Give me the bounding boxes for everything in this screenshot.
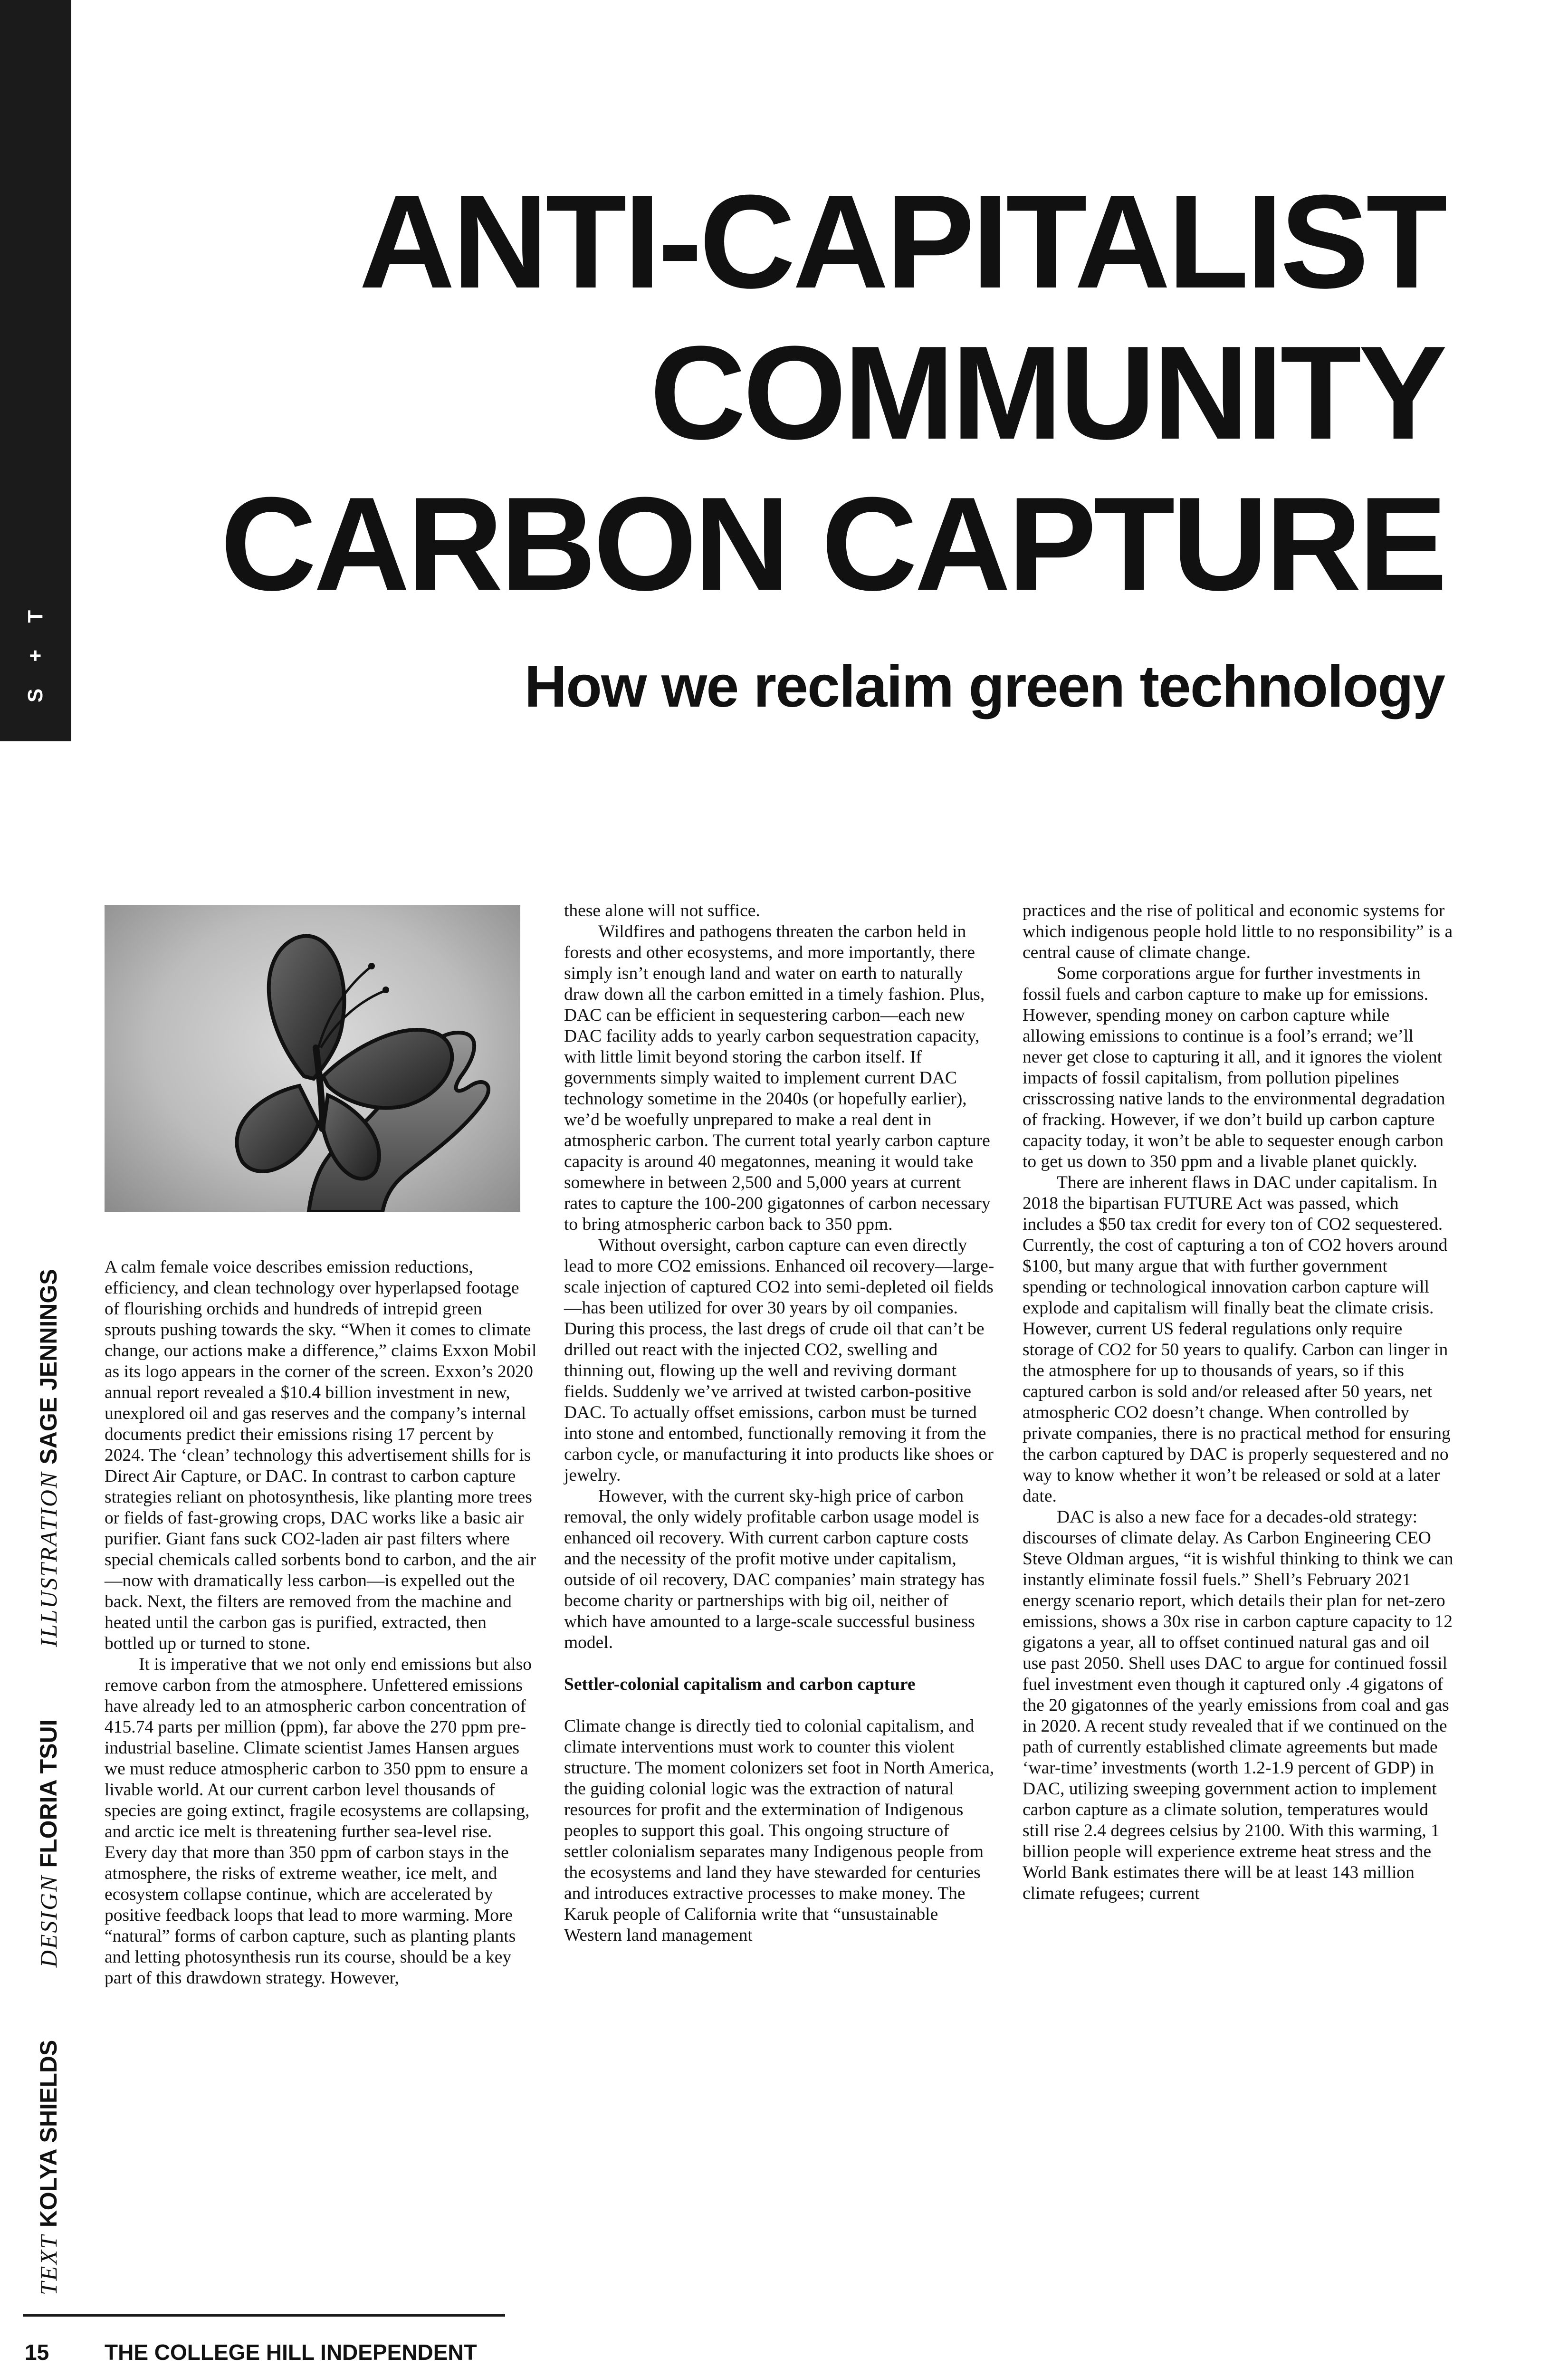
body-paragraph: DAC is also a new face for a decades-old strategy: discourses of climate delay. As Carbon Engineering CEO Steve Oldman argues, “it is wishful thinking to think we can instantly eliminate fossil fuels.” Shell’s February 2021 energy scenario report, which details their plan for net-zero emissions, shows a 30x rise in carbon capture capacity to 12 gigatons a year, all to offset continued natural gas and oil use past 2050. Shell uses DAC to argue for continued fossil fuel investment even though it captured only .4 gigatons of the 20 gigatonnes of the yearly emissions from coal and gas in 2020. A recent study revealed that if we continued on the path of currently established climate agreements but made ‘war-time’ investments (worth 1.2-1.9 percent of GDP) in DAC, utilizing sweeping government action to implement carbon capture as a climate solution, temperatures would still rise 2.4 degrees celsius by 2100. With this warming, 1 billion people will experience extreme heat stress and the World Bank estimates there will be at least 143 million climate refugees; current: [1023, 1507, 1453, 1903]
credit-role: ILLUSTRATION: [35, 1471, 62, 1647]
credits: [25, 1202, 72, 2295]
body-paragraph: Some corporations argue for further investments in fossil fuels and carbon capture to make up for emissions. However, spending money on carbon capture while allowing emissions to continue is a fool’s errand; we’ll never get close to capturing it all, and it ignores the violent impacts of fossil capitalism, from pollution pipelines crisscrossing native lands to the environmental degradation of fracking. However, if we don’t build up carbon capture capacity today, it won’t be able to sequester enough carbon to get us down to 350 ppm and a livable planet quickly.: [1023, 964, 1445, 1171]
body-paragraph: practices and the rise of political and economic systems for which indigenous people hold little to no responsibility” is a central cause of climate change.: [1023, 901, 1453, 962]
body-paragraph: It is imperative that we not only end emissions but also remove carbon from the atmosphere. Unfettered emissions have already led to an atmospheric carbon concentration of 415.74 parts per million (ppm), far above the 270 ppm pre-industrial baseline. Climate scientist James Hansen argues we must reduce atmospheric carbon to 350 ppm to ensure a livable world. At our current carbon level thousands of species are going extinct, fragile ecosystems are collapsing, and arctic ice melt is threatening further sea-level rise. Every day that more than 350 ppm of carbon stays in the atmosphere, the risks of extreme weather, ice melt, and ecosystem collapse continue, which are accelerated by positive feedback loops that lead to more warming. More “natural” forms of carbon capture, such as planting plants and letting photosynthesis run its course, should be a key part of this drawdown strategy. However,: [105, 1655, 532, 1988]
page-number: 15: [25, 2340, 49, 2365]
body-paragraph: However, with the current sky-high price of carbon removal, the only widely profitable carbon usage model is enhanced oil recovery. With current carbon capture costs and the necessity of the profit motive under capitalism, outside of oil recovery, DAC companies’ main strategy has become charity or partnerships with big oil, neither of which have amounted to a large-scale successful business model.: [564, 1486, 985, 1652]
section-spine: [0, 0, 71, 741]
body-paragraph: Without oversight, carbon capture can even directly lead to more CO2 emissions. Enhanced oil recovery—large-scale injection of captured CO2 into semi-depleted oil fields—has been utilized for over 30 years by oil companies. During this process, the last dregs of crude oil that can’t be drilled out react with the injected CO2, swelling and thinning out, flowing up the well and reviving dormant fields. Suddenly we’ve arrived at twisted carbon-positive DAC. To actually offset emissions, carbon must be turned into stone and entombed, functionally removing it from the carbon cycle, or manufacturing it into products like shoes or jewelry.: [564, 1236, 994, 1485]
footer-rule: [23, 2314, 505, 2317]
article-column-2: [564, 901, 996, 1946]
credit-person: SAGE JENNINGS: [35, 1269, 62, 1465]
body-paragraph: There are inherent flaws in DAC under capitalism. In 2018 the bipartisan FUTURE Act was passed, which includes a $50 tax credit for every ton of CO2 sequestered. Currently, the cost of capturing a ton of CO2 hovers around $100, but many argue that with further government spending or technological innovation carbon capture will explode and capitalism will finally beat the climate crisis. However, current US federal regulations only require storage of CO2 for 50 years to qualify. Carbon can linger in the atmosphere for up to thousands of years, so if this captured carbon is sold and/or released after 50 years, net atmospheric CO2 doesn’t change. When controlled by private companies, there is no practical method for ensuring the carbon captured by DAC is properly sequestered and no way to know whether it won’t be released or sold at a later date.: [1023, 1173, 1451, 1506]
body-paragraph: Climate change is directly tied to colonial capitalism, and climate interventions must work to counter this violent structure. The moment colonizers set foot in North America, the guiding colonial logic was the extraction of natural resources for profit and the extermination of Indigenous peoples to support this goal. This ongoing structure of settler colonialism separates many Indigenous people from the ecosystems and land they have stewarded for centuries and introduces extractive processes to make money. The Karuk people of California write that “unsustainable Western land management: [564, 1716, 994, 1945]
article-column-3: [1023, 901, 1455, 1904]
article-title: [220, 166, 1444, 620]
body-paragraph: A calm female voice describes emission reductions, efficiency, and clean technology over hyperlapsed footage of flourishing orchids and hundreds of intrepid green sprouts pushing towards the sky. “When it comes to climate change, our actions make a difference,” claims Exxon Mobil as its logo appears in the corner of the screen. Exxon’s 2020 annual report revealed a $10.4 billion investment in new, unexplored oil and gas reserves and the company’s internal documents predict their emissions rising 17 percent by 2024. The ‘clean’ technology this advertisement shills for is Direct Air Capture, or DAC. In contrast to carbon capture strategies reliant on photosynthesis, like planting more trees or fields of fast-growing crops, DAC works like a basic air purifier. Giant fans suck CO2-laden air past filters where special chemicals called sorbents bond to carbon, and the air—now with dramatically less carbon—is expelled out the back. Next, the filters are removed from the machine and heated until the carbon gas is purified, extracted, then bottled up or turned to stone.: [105, 1257, 537, 1653]
credit-person: FLORIA TSUI: [35, 1719, 62, 1868]
title-line: CARBON CAPTURE: [220, 470, 1444, 618]
body-paragraph: Wildfires and pathogens threaten the carbon held in forests and other ecosystems, and more importantly, there simply isn’t enough land and water on earth to naturally draw down all the carbon emitted in a timely fashion. Plus, DAC can be efficient in sequestering carbon—each new DAC facility adds to yearly carbon sequestration capacity, with little limit beyond storing the carbon itself. If governments simply waited to implement current DAC technology sometime in the 2040s (or hopefully earlier), we’d be woefully unprepared to make a real dent in atmospheric carbon. The current total yearly carbon capture capacity is around 40 megatonnes, meaning it would take somewhere in between 2,500 and 5,000 years at current rates to capture the 100-200 gigatonnes of carbon necessary to bring atmospheric carbon back to 350 ppm.: [564, 922, 991, 1234]
credit-role: DESIGN: [35, 1874, 62, 1968]
credit-design: [25, 1719, 72, 1967]
credit-illustration: [25, 1269, 72, 1647]
article-column-1: [105, 1257, 537, 1989]
body-paragraph: these alone will not suffice.: [564, 901, 760, 920]
publication-name: THE COLLEGE HILL INDEPENDENT: [105, 2340, 477, 2365]
title-line: COMMUNITY: [650, 319, 1444, 467]
credit-role: TEXT: [35, 2234, 62, 2295]
butterfly-hand-illustration-icon: [105, 905, 520, 1212]
article-subtitle: How we reclaim green technology: [524, 654, 1444, 719]
credit-text: [25, 2040, 72, 2295]
title-line: ANTI-CAPITALIST: [359, 168, 1444, 316]
section-label: S + T: [24, 599, 47, 703]
credit-person: KOLYA SHIELDS: [35, 2040, 62, 2228]
section-heading: Settler-colonial capitalism and carbon capture: [564, 1675, 916, 1694]
